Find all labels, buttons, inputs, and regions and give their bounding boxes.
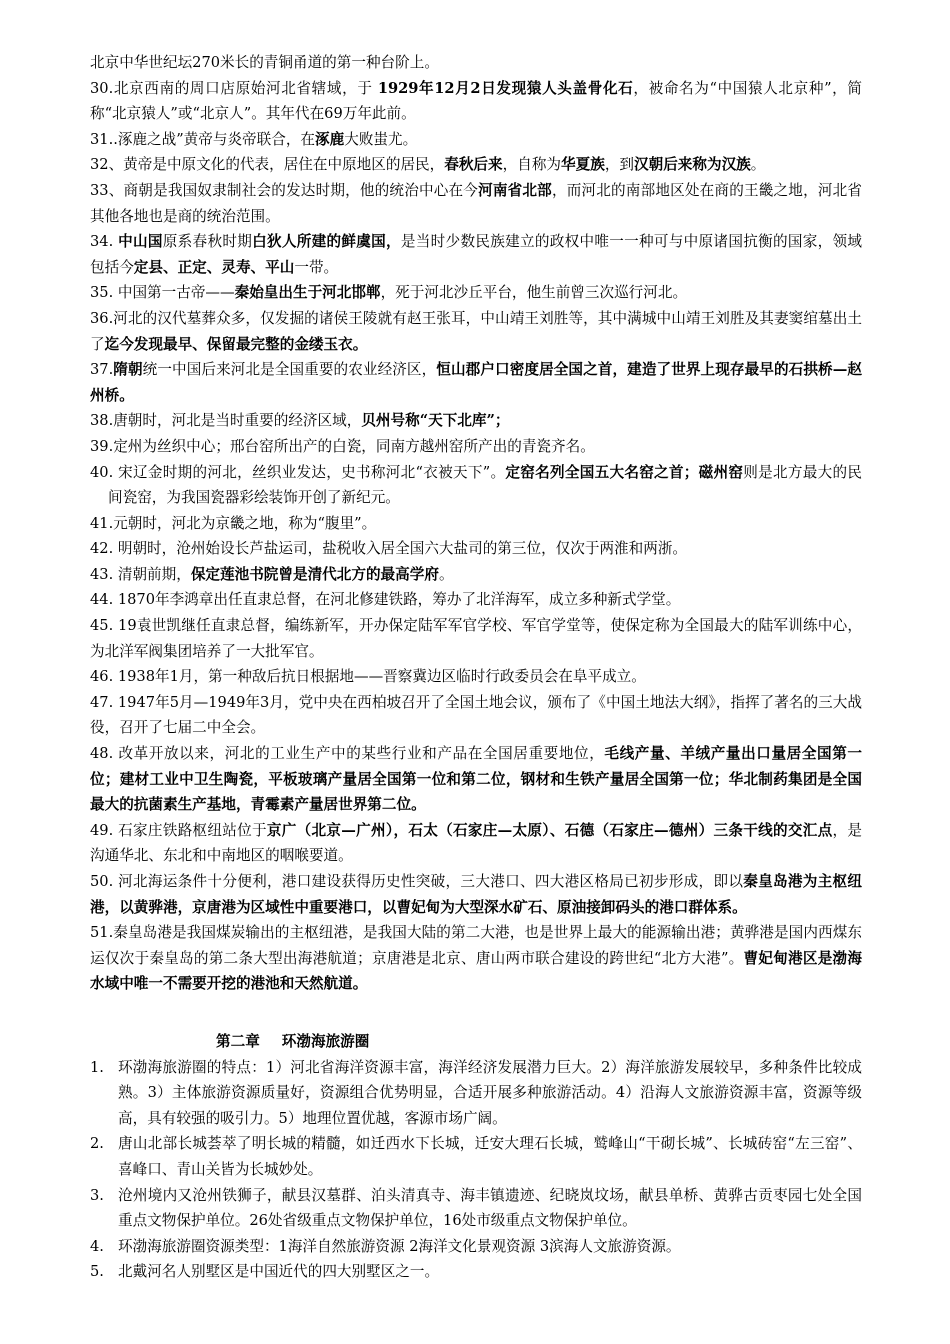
tourism-list [90,1055,862,1285]
chapter-heading [216,1029,862,1055]
bold-text: 曹妃甸港区是渤海水域中唯一不需要开挖的港池和天然航道。 [90,949,862,993]
text-run: 则是北方最大的民间瓷窑，为我国瓷器彩绘装饰开创了新纪元。 [108,463,862,507]
text-run: 45. 19袁世凯继任直隶总督，编练新军，开办保定陆军军官学校、军官学堂等，使保定称为全国最大的陆军训练中心，为北洋军阀集团培养了一大批军官。 [90,617,862,660]
text-run: 35. 中国第一古帝—— [90,284,235,302]
text-run: 43. 清朝前期， [90,565,191,583]
paragraph-p49 [90,818,862,869]
text-run: 44. 1870年李鸿章出任直隶总督，在河北修建铁路，筹办了北洋海军，成立多种新式学堂。 [90,591,681,609]
text-run: ，死于河北沙丘平台，他生前曾三次巡行河北。 [380,284,688,302]
bold-text: 中山国 [118,233,163,251]
bold-text: 河南省北部 [478,181,552,199]
list-item-number: 4. [90,1237,104,1255]
list-item-text: 环渤海旅游圈资源类型：1海洋自然旅游资源 2海洋文化景观资源 3滨海人文旅游资源。 [118,1237,681,1255]
paragraph-p51 [90,920,862,997]
text-run: 49. 石家庄铁路枢纽站位于 [90,821,267,839]
paragraph-p39 [90,434,862,460]
text-run: 37. [90,361,114,379]
list-item [90,1131,862,1182]
text-run: ，自称为 [502,156,562,174]
paragraph-p47 [90,690,862,741]
bold-text: 京广（北京—广州），石太（石家庄—太原）、石德（石家庄—德州）三条干线的交汇点 [266,821,833,839]
paragraph-p32 [90,152,862,178]
text-run: 统一中国后来河北是全国重要的农业经济区， [142,361,437,379]
paragraph-p45 [90,613,862,664]
text-run: ，是沟通华北、东北和中南地区的咽喉要道。 [90,821,862,865]
bold-text: 汉朝后来称为汉族 [634,156,751,174]
list-item-text: 北戴河名人别墅区是中国近代的四大别墅区之一。 [118,1263,440,1281]
paragraph-p35 [90,280,862,306]
paragraph-p44 [90,587,862,613]
text-run: 一带。 [294,258,339,276]
paragraph-p46 [90,664,862,690]
bold-text: 春秋后来 [444,156,503,174]
bold-text: 隋朝 [113,361,143,379]
bold-text: 定窑名列全国五大名窑之首；磁州窑 [505,463,744,481]
list-item-number: 3. [90,1186,104,1204]
paragraph-p30 [90,76,862,127]
bold-text: 毛线产量、羊绒产量出口量居全国第一位；建材工业中卫生陶瓷，平板玻璃产量居全国第一位和第二位，钢材和生铁产量居全国第一位；华北制药集团是全国最大的抗菌素生产基地，青霉素产量居世界第二位。 [90,745,862,814]
paragraph-p41 [90,511,862,537]
text-run: 32、黄帝是中原文化的代表，居住在中原地区的居民， [90,156,445,174]
list-item [90,1259,862,1285]
list-item-number: 5. [90,1263,104,1281]
text-run: 30.北京西南的周口店原始河北省辖域，于 [90,79,378,97]
bold-text: 秦始皇出生于河北邯郸 [234,284,381,302]
paragraph-p34 [90,229,862,280]
text-run: ，而河北的南部地区处在商的王畿之地，河北省其他各地也是商的统治范围。 [90,181,862,225]
list-item-text: 唐山北部长城荟萃了明长城的精髓，如迁西水下长城，迁安大理石长城，鹫峰山“干砌长城”、长城砖窑“左三窑”、喜峰口、青山关皆为长城妙处。 [118,1135,862,1178]
text-run: 41.元朝时，河北为京畿之地，称为“腹里”。 [90,514,377,532]
list-item [90,1234,862,1260]
list-item [90,1055,862,1132]
bold-text: 1929年12月2日发现猿人头盖骨化石 [377,79,634,97]
list-item-number: 1. [90,1058,104,1076]
text-run: 46. 1938年1月，第一种敌后抗日根据地——晋察冀边区临时行政委员会在阜平成立。 [90,668,646,686]
paragraph-p31 [90,127,862,153]
bold-text: 贝州号称“天下北库”； [361,412,510,430]
text-run: 38.唐朝时，河北是当时重要的经济区域， [90,412,362,430]
paragraph-p50 [90,869,862,920]
paragraph-p37 [90,357,862,408]
list-item-text: 环渤海旅游圈的特点：1）河北省海洋资源丰富，海洋经济发展潜力巨大。2）海洋旅游发展较早，多种条件比较成熟。3）主体旅游资源质量好，资源组合优势明显，合适开展多种旅游活动。4）沿海人文旅游资源丰富，资源等级高，具有较强的吸引力。5）地理位置优越，客源市场广阔。 [118,1058,862,1127]
paragraph-section [90,50,862,997]
bold-text: 秦皇岛港为主枢纽港，以黄骅港，京唐港为区域性中重要港口，以曹妃甸为大型深水矿石、原油接卸码头的港口群体系。 [90,873,862,916]
bold-text: 迄今发现最早、保留最完整的金缕玉衣。 [104,335,368,353]
bold-text: 白狄人所建的鲜虞国， [252,233,401,251]
document-page [90,50,862,1285]
paragraph-p43 [90,562,862,588]
paragraph-p29 [90,50,862,76]
text-run: 39.定州为丝织中心；邢台窑所出产的白瓷，同南方越州窑所产出的青瓷齐名。 [90,437,595,455]
paragraph-p33 [90,178,862,229]
text-run: 40. 宋辽金时期的河北，丝织业发达，史书称河北“衣被天下”。 [90,463,506,481]
text-run: ，到 [604,156,635,174]
bold-text: 定县、正定、灵寿、平山 [133,258,295,276]
text-run: 48. 改革开放以来，河北的工业生产中的某些行业和产品在全国居重要地位， [90,745,605,763]
chapter-label: 第二章 [216,1032,260,1050]
text-run: 33、商朝是我国奴隶制社会的发达时期，他的统治中心在今 [90,181,479,199]
bold-text: 华夏族 [561,156,605,174]
text-run: 47. 1947年5月—1949年3月，党中央在西柏坡召开了全国土地会议，颁布了《中国土地法大纲》，指挥了著名的三大战役，召开了七届二中全会。 [90,693,862,737]
text-run: 34. [90,233,119,251]
paragraph-p40 [90,460,862,511]
text-run: 。 [750,156,766,174]
text-run: 51.秦皇岛港是我国煤炭输出的主枢纽港，是我国大陆的第二大港，也是世界上最大的能源输出港；黄骅港是国内西煤东运仅次于秦皇岛的第二条大型出海港航道；京唐港是北京、唐山两市联合建设的跨世纪“北方大港”。 [90,924,862,967]
text-run: 50. 河北海运条件十分便利，港口建设获得历史性突破，三大港口、四大港区格局已初步形成，即以 [90,873,744,890]
text-run: 31..涿鹿之战”黄帝与炎帝联合，在 [90,130,316,148]
paragraph-p36 [90,306,862,357]
paragraph-p38 [90,408,862,434]
text-run: 大败蚩尤。 [344,130,418,148]
text-run: 北京中华世纪坛270米长的青铜甬道的第一种台阶上。 [90,54,439,71]
text-run: 。 [438,565,454,583]
text-run: 是当时少数民族建立的政权中唯一一种可与中原诸国抗衡的国家，领域包括今 [90,233,862,276]
list-item [90,1183,862,1234]
bold-text: 恒山郡户口密度居全国之首，建造了世界上现存最早的石拱桥—赵州桥。 [90,361,862,404]
text-run: 42. 明朝时，沧州始设长芦盐运司，盐税收入居全国六大盐司的第三位，仅次于两淮和两浙。 [90,540,688,558]
paragraph-p42 [90,536,862,562]
text-run: 36.河北的汉代墓葬众多，仅发掘的诸侯王陵就有赵王张耳，中山靖王刘胜等，其中满城中山靖王刘胜及其妻窦绾墓出土了 [90,309,862,353]
chapter-title: 环渤海旅游圈 [281,1032,370,1050]
list-item-text: 沧州境内又沧州铁狮子，献县汉墓群、泊头清真寺、海丰镇遗迹、纪晓岚坟场，献县单桥、黄骅古贡枣园七处全国重点文物保护单位。26处省级重点文物保护单位，16处市级重点文物保护单位。 [118,1186,862,1230]
paragraph-p48 [90,741,862,818]
text-run: ，被命名为“中国猿人北京种”，简称“北京猿人”或“北京人”。其年代在69万年此前。 [90,79,862,123]
list-item-number: 2. [90,1135,104,1153]
text-run: 原系春秋时期 [162,233,253,251]
bold-text: 保定莲池书院曾是清代北方的最高学府 [190,565,439,583]
section-gap [90,997,862,1029]
bold-text: 涿鹿 [315,130,345,148]
